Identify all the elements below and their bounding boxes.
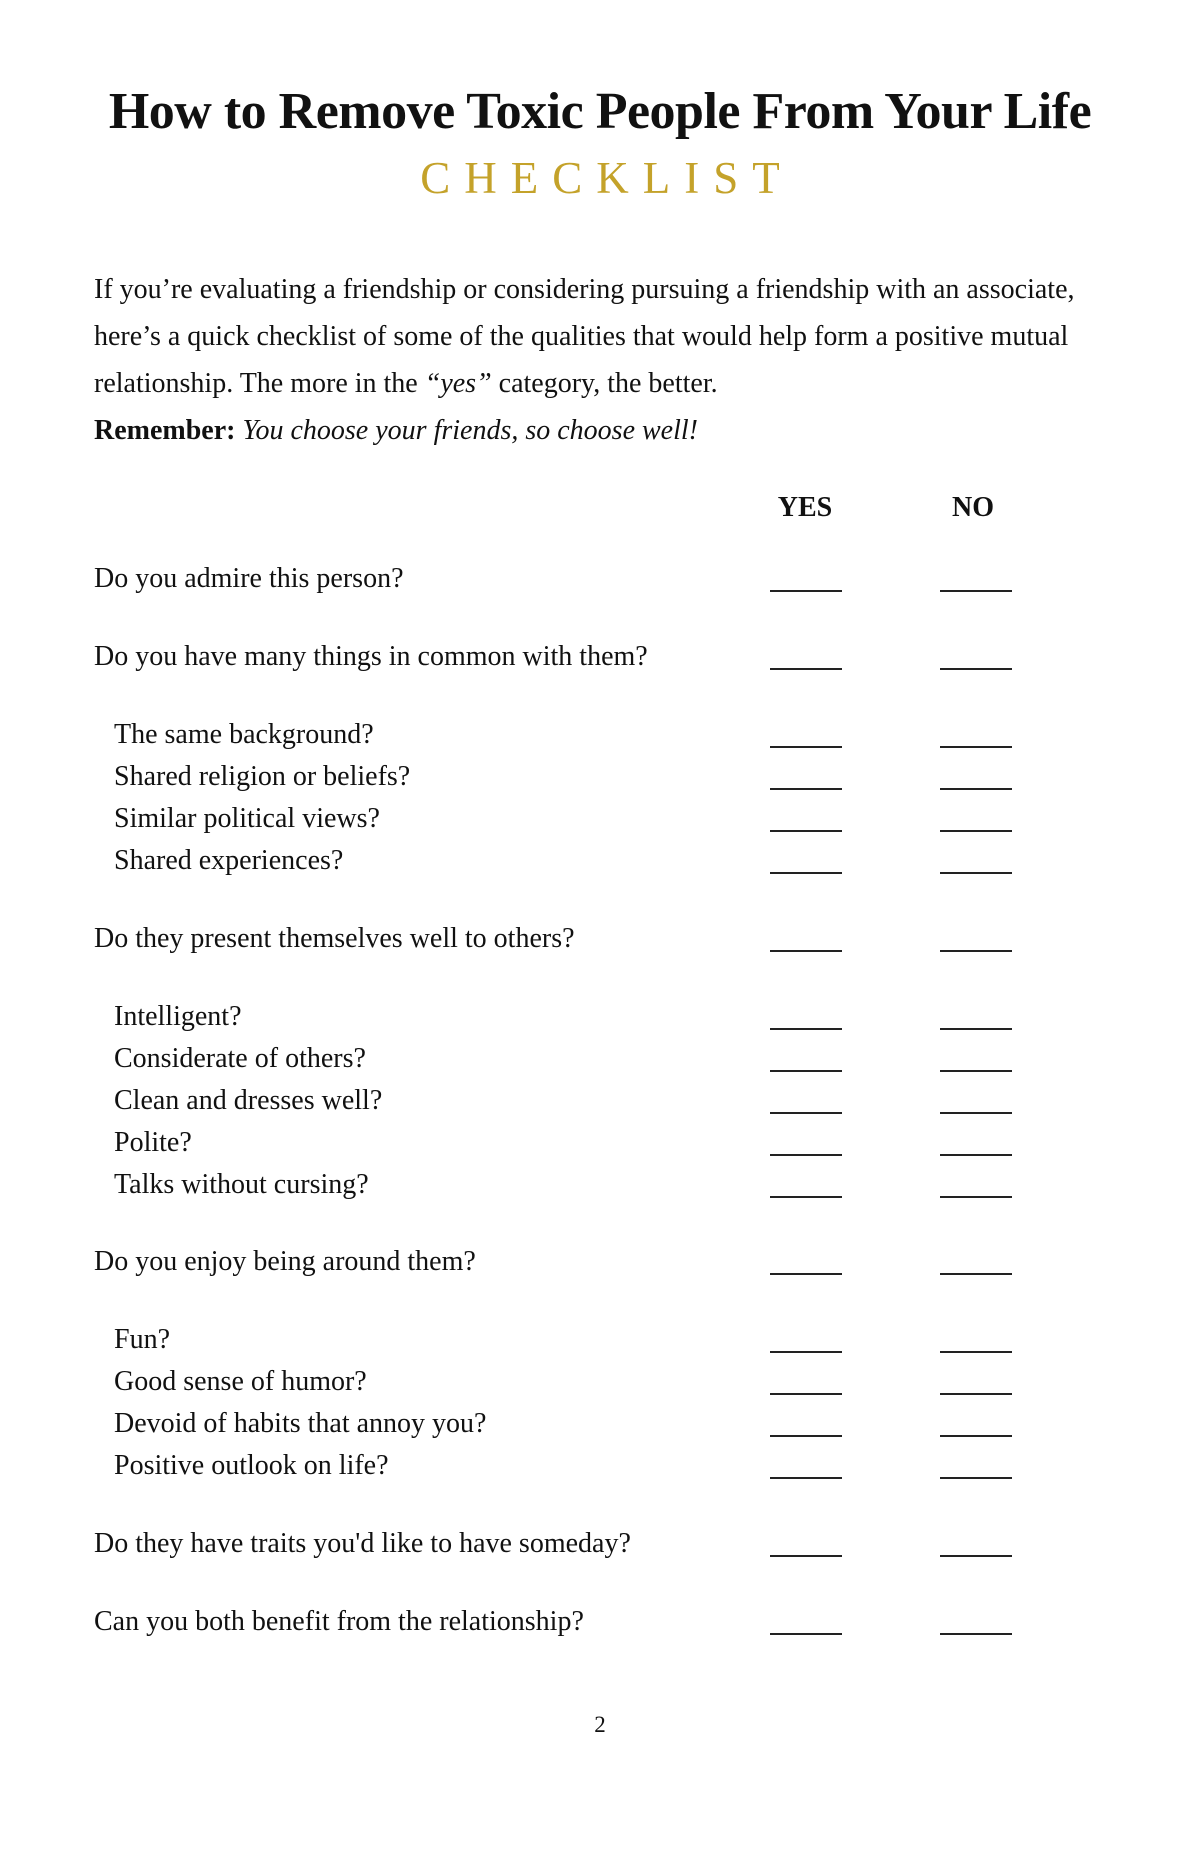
- checklist-question: Clean and dresses well?: [114, 1085, 383, 1116]
- checklist-row: [0, 1081, 1200, 1121]
- no-answer-blank[interactable]: [940, 1393, 1012, 1395]
- checklist-row: [0, 637, 1200, 677]
- no-answer-blank[interactable]: [940, 1070, 1012, 1072]
- remember-text: You choose your friends, so choose well!: [242, 415, 698, 446]
- checklist-question: Good sense of humor?: [114, 1366, 367, 1397]
- checklist-question: Do they present themselves well to others?: [94, 923, 575, 954]
- yes-answer-blank[interactable]: [770, 746, 842, 748]
- yes-answer-blank[interactable]: [770, 1196, 842, 1198]
- checklist-row: [0, 1602, 1200, 1642]
- intro-emphasis-yes: “yes”: [424, 368, 492, 399]
- checklist-question: Intelligent?: [114, 1001, 242, 1032]
- intro-paragraph: [94, 266, 1114, 454]
- yes-answer-blank[interactable]: [770, 830, 842, 832]
- no-answer-blank[interactable]: [940, 1028, 1012, 1030]
- yes-answer-blank[interactable]: [770, 1273, 842, 1275]
- page-number: 2: [594, 1712, 606, 1737]
- no-answer-blank[interactable]: [940, 872, 1012, 874]
- yes-answer-blank[interactable]: [770, 590, 842, 592]
- no-column-header: NO: [952, 492, 994, 523]
- checklist-question: Shared religion or beliefs?: [114, 761, 411, 792]
- yes-answer-blank[interactable]: [770, 1393, 842, 1395]
- checklist-question: Similar political views?: [114, 803, 380, 834]
- checklist-row: [0, 1404, 1200, 1444]
- page-subtitle: CHECKLIST: [420, 153, 794, 203]
- no-answer-blank[interactable]: [940, 1351, 1012, 1353]
- checklist-row: [0, 715, 1200, 755]
- no-answer-blank[interactable]: [940, 1196, 1012, 1198]
- yes-answer-blank[interactable]: [770, 1555, 842, 1557]
- checklist-question: Talks without cursing?: [114, 1169, 369, 1200]
- remember-label: Remember:: [94, 415, 236, 446]
- checklist-question: Do you enjoy being around them?: [94, 1246, 476, 1277]
- yes-answer-blank[interactable]: [770, 1154, 842, 1156]
- checklist-row: [0, 1165, 1200, 1205]
- yes-answer-blank[interactable]: [770, 1477, 842, 1479]
- no-answer-blank[interactable]: [940, 746, 1012, 748]
- checklist-question: Fun?: [114, 1324, 170, 1355]
- checklist-question: Can you both benefit from the relationship?: [94, 1606, 584, 1637]
- checklist-question: Do they have traits you'd like to have someday?: [94, 1528, 631, 1559]
- checklist-row: [0, 1123, 1200, 1163]
- checklist-row: [0, 841, 1200, 881]
- checklist-question: The same background?: [114, 719, 374, 750]
- yes-answer-blank[interactable]: [770, 950, 842, 952]
- no-answer-blank[interactable]: [940, 1273, 1012, 1275]
- no-answer-blank[interactable]: [940, 788, 1012, 790]
- checklist-row: [0, 1320, 1200, 1360]
- checklist-row: [0, 757, 1200, 797]
- no-answer-blank[interactable]: [940, 1555, 1012, 1557]
- intro-text-1: If you’re evaluating a friendship or considering pursuing a friendship with an associate, here’s a quick checklist of some of the qualities that would help form a positive mutual relationship. The more in the: [94, 274, 1075, 399]
- no-answer-blank[interactable]: [940, 668, 1012, 670]
- checklist-row: [0, 559, 1200, 599]
- no-answer-blank[interactable]: [940, 830, 1012, 832]
- page-title: How to Remove Toxic People From Your Life: [108, 83, 1092, 140]
- checklist-question: Do you admire this person?: [94, 563, 404, 594]
- checklist-question: Considerate of others?: [114, 1043, 366, 1074]
- checklist-question: Shared experiences?: [114, 845, 344, 876]
- yes-answer-blank[interactable]: [770, 788, 842, 790]
- no-answer-blank[interactable]: [940, 1633, 1012, 1635]
- yes-answer-blank[interactable]: [770, 668, 842, 670]
- no-answer-blank[interactable]: [940, 1112, 1012, 1114]
- no-answer-blank[interactable]: [940, 590, 1012, 592]
- checklist-question: Do you have many things in common with them?: [94, 641, 648, 672]
- no-answer-blank[interactable]: [940, 1154, 1012, 1156]
- yes-answer-blank[interactable]: [770, 872, 842, 874]
- no-answer-blank[interactable]: [940, 950, 1012, 952]
- checklist-question: Polite?: [114, 1127, 192, 1158]
- checklist-row: [0, 1446, 1200, 1486]
- checklist-row: [0, 799, 1200, 839]
- yes-answer-blank[interactable]: [770, 1435, 842, 1437]
- no-answer-blank[interactable]: [940, 1477, 1012, 1479]
- checklist-row: [0, 1242, 1200, 1282]
- yes-answer-blank[interactable]: [770, 1028, 842, 1030]
- checklist-row: [0, 1524, 1200, 1564]
- no-answer-blank[interactable]: [940, 1435, 1012, 1437]
- yes-answer-blank[interactable]: [770, 1112, 842, 1114]
- intro-text-2: category, the better.: [491, 368, 718, 399]
- checklist-question: Devoid of habits that annoy you?: [114, 1408, 487, 1439]
- yes-answer-blank[interactable]: [770, 1070, 842, 1072]
- checklist-question: Positive outlook on life?: [114, 1450, 389, 1481]
- yes-column-header: YES: [777, 492, 833, 523]
- checklist-row: [0, 997, 1200, 1037]
- yes-answer-blank[interactable]: [770, 1633, 842, 1635]
- checklist-row: [0, 919, 1200, 959]
- checklist-row: [0, 1362, 1200, 1402]
- yes-answer-blank[interactable]: [770, 1351, 842, 1353]
- checklist-row: [0, 1039, 1200, 1079]
